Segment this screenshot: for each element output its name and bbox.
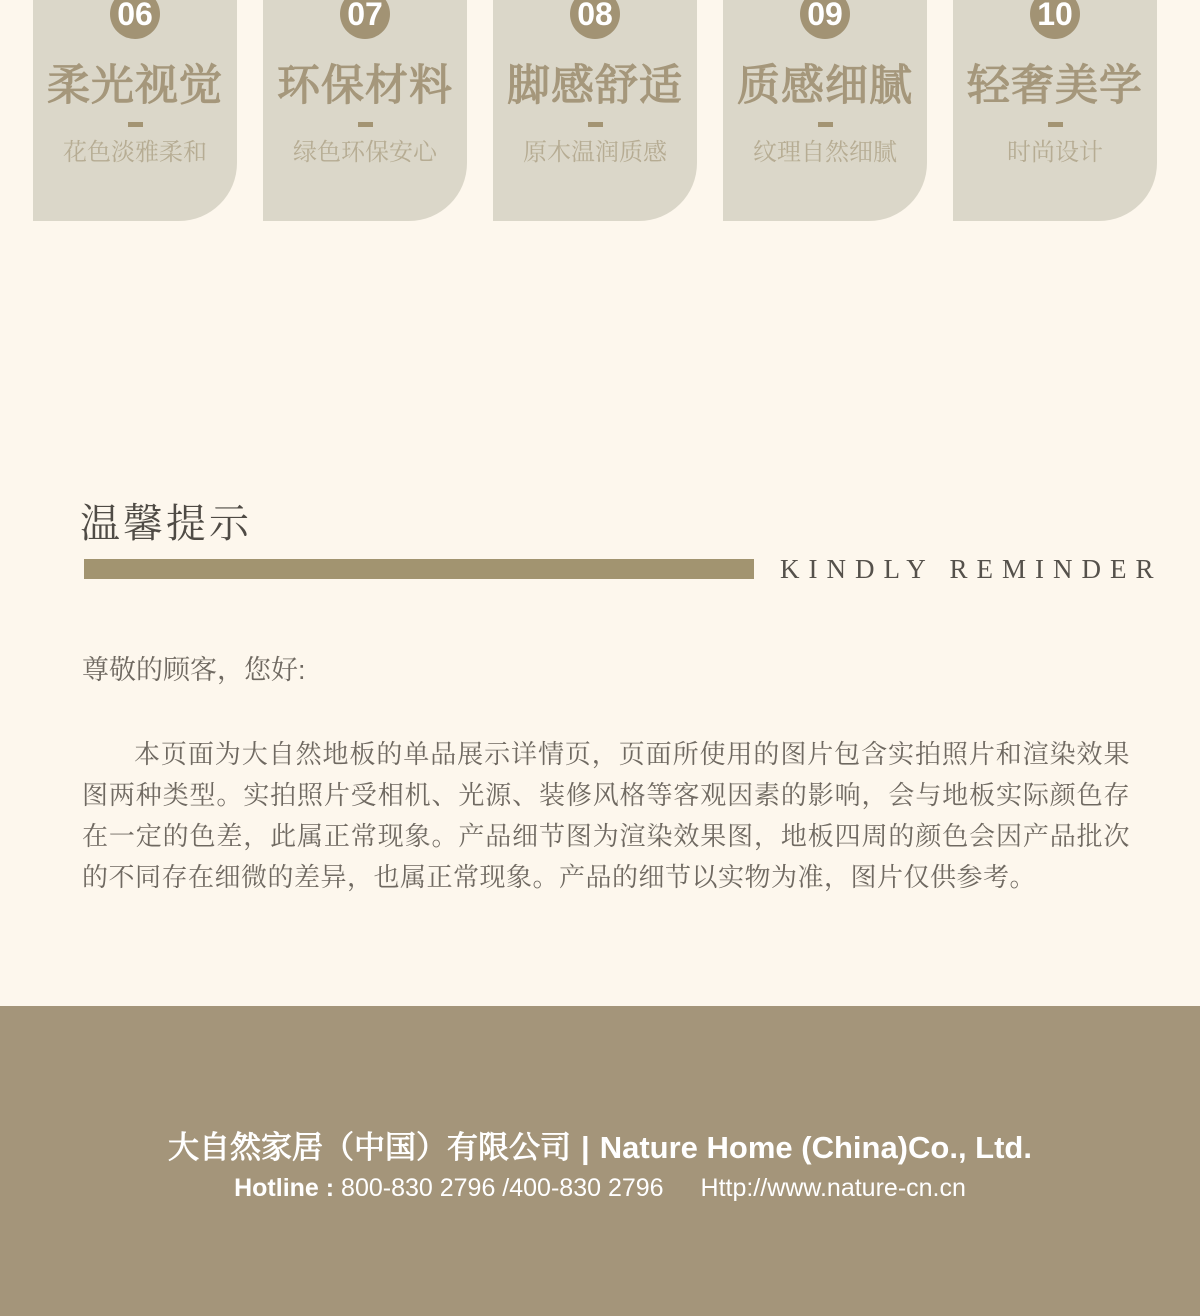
reminder-divider-bar xyxy=(84,559,754,579)
feature-card xyxy=(493,0,697,221)
customer-greeting: 尊敬的顾客，您好: xyxy=(82,655,306,685)
contact-line xyxy=(0,1170,1200,1206)
website-url: Http://www.nature-cn.cn xyxy=(700,1174,966,1202)
dash-divider xyxy=(588,122,603,127)
dash-divider xyxy=(128,122,143,127)
feature-subtitle: 时尚设计 xyxy=(1007,139,1103,166)
feature-card xyxy=(953,0,1157,221)
company-name-en: Nature Home (China)Co., Ltd. xyxy=(599,1130,1032,1165)
notice-paragraph: 本页面为大自然地板的单品展示详情页，页面所使用的图片包含实拍照片和渲染效果图两种类型。实拍照片受相机、光源、装修风格等客观因素的影响，会与地板实际颜色存在一定的色差，此属正常现象。产品细节图为渲染效果图，地板四周的颜色会因产品批次的不同存在细微的差异，也属正常现象。产品的细节以实物为准，图片仅供参考。 xyxy=(82,739,1130,892)
feature-subtitle: 纹理自然细腻 xyxy=(753,139,897,166)
hotline-numbers: 800-830 2796 /400-830 2796 xyxy=(341,1174,664,1202)
footer-band xyxy=(0,1006,1200,1316)
feature-subtitle: 绿色环保安心 xyxy=(293,139,437,166)
feature-number-badge: 09 xyxy=(800,0,850,39)
feature-number-badge: 08 xyxy=(570,0,620,39)
feature-cards-row xyxy=(0,0,1200,221)
feature-card xyxy=(263,0,467,221)
hotline-label: Hotline : xyxy=(234,1174,335,1202)
feature-number-badge: 10 xyxy=(1030,0,1080,39)
feature-subtitle: 原木温润质感 xyxy=(523,139,667,166)
company-name-line xyxy=(0,1006,1200,1168)
feature-title: 轻奢美学 xyxy=(967,62,1143,110)
feature-title: 质感细腻 xyxy=(737,62,913,110)
feature-subtitle: 花色淡雅柔和 xyxy=(63,139,207,166)
company-name-cn: 大自然家居（中国）有限公司 xyxy=(168,1130,572,1165)
company-name-separator: | xyxy=(581,1130,590,1165)
feature-title: 柔光视觉 xyxy=(47,62,223,110)
feature-number-badge: 07 xyxy=(340,0,390,39)
feature-number-badge: 06 xyxy=(110,0,160,39)
dash-divider xyxy=(358,122,373,127)
dash-divider xyxy=(818,122,833,127)
feature-card xyxy=(33,0,237,221)
feature-title: 环保材料 xyxy=(277,62,453,110)
feature-card xyxy=(723,0,927,221)
reminder-title-en: KINDLY REMINDER xyxy=(780,554,1163,584)
feature-title: 脚感舒适 xyxy=(507,62,683,110)
reminder-title-cn: 温馨提示 xyxy=(80,502,252,546)
dash-divider xyxy=(1048,122,1063,127)
